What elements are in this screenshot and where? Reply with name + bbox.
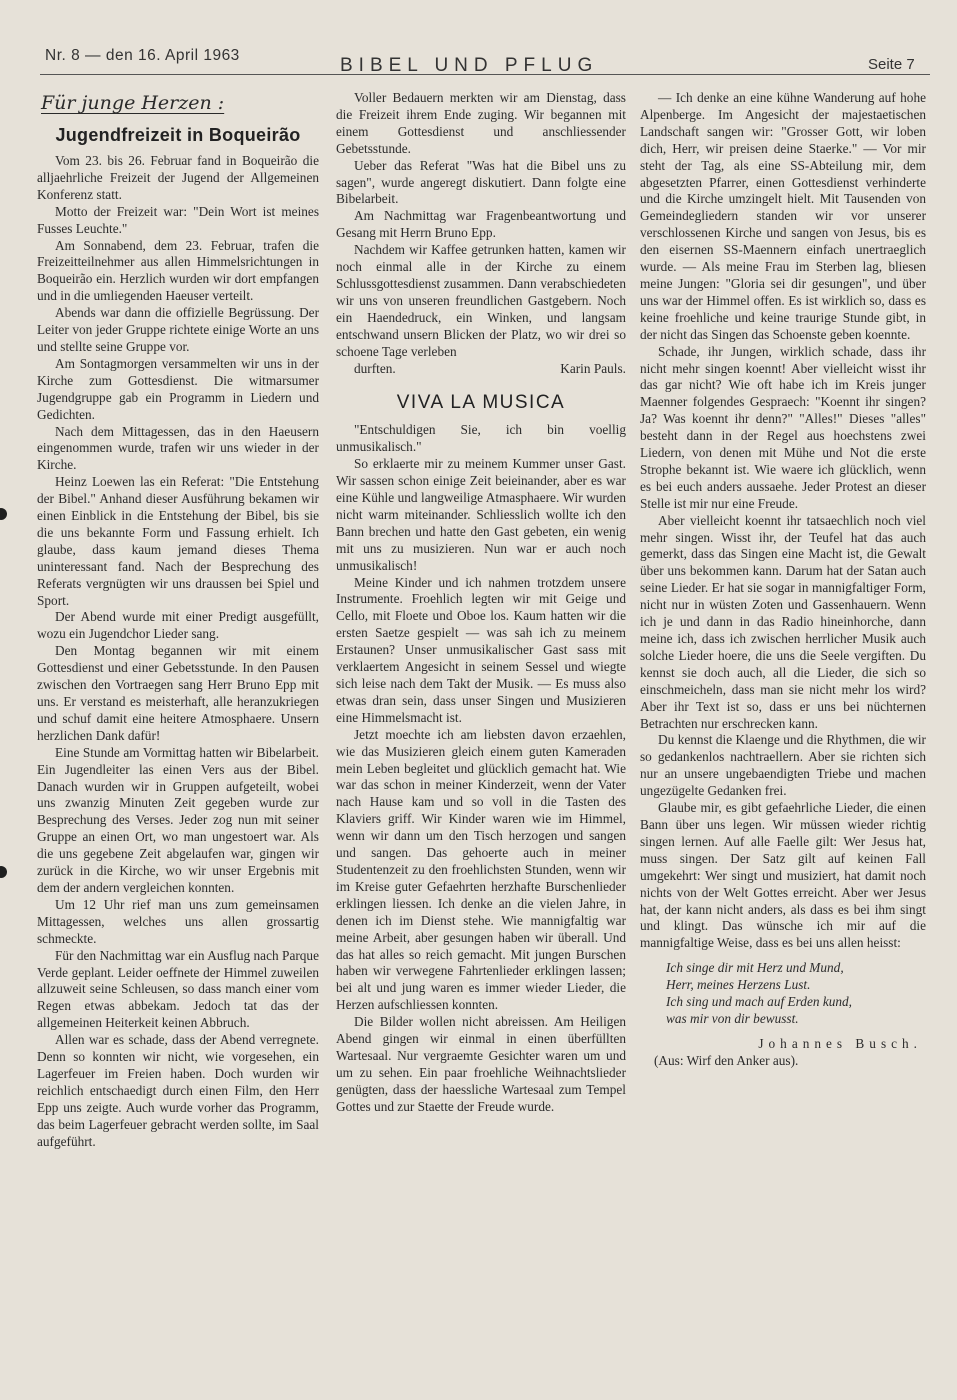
paragraph: So erklaerte mir zu meinem Kummer unser Gast. Wir sassen schon einige Zeit beieinander, aber es war eine Kühle und langweilige Atmasphaere. Wir wurden nicht warm miteinander. Schliesslich wollte ich den Bann brechen und hatte den Gast gebeten, ein wenig mit uns zu musizieren. Nun war er auch noch unmusikalisch!: [336, 456, 626, 573]
paragraph: Ueber das Referat "Was hat die Bibel uns zu sagen", wurde angeregt diskutiert. Dann folgte eine Bibelarbeit.: [336, 157, 626, 207]
paragraph: Meine Kinder und ich nahmen trotzdem unsere Instrumente. Froehlich legten wir mit Geige und Cello, mit Floete und Oboe los. Kaum hatten wir die ersten Saetze gespielt — was sah ich zu meinem Erstaunen? Unser unmusikalischer Gast sass mit verklaertem Angesicht in seinem Sessel und wiegte sich leise nach dem Takt der Musik. — Es muss also etwas dran sein, dass unser Singen und Musizieren eine Himmelsmacht ist.: [336, 574, 626, 725]
section-label: Für junge Herzen :: [41, 92, 225, 114]
paragraph: Motto der Freizeit war: "Dein Wort ist meines Fusses Leuchte.": [37, 203, 319, 236]
paragraph: Für den Nachmittag war ein Ausflug nach Parque Verde geplant. Leider oeffnete der Himmel zuweilen allzuweit seine Schleusen, so dass manch einer vom Regen etwas abbekam. Jedoch tat das der allgemeinen Heiterkeit keinen Abbruch.: [37, 947, 319, 1031]
paragraph: Aber vielleicht koennt ihr tatsaechlich noch viel mehr singen. Wisst ihr, der Teufel hat das auch gemerkt, dass das Singen eine Macht ist, die Gewalt über uns bekommen kann. Darum hat der Satan auch seine Lieder. Er hat sie sogar in mannigfaltiger Form, nicht nur in wüsten Zoten und Gassenhauern. Wenn ich je und dann in das Radio hineinhorche, dann meine ich, dass ich zwischen herrlicher Musik auch solche Lieder hoere, die uns die Seele vergiften. Du kennst sie doch auch, all die Lieder, die sich so einschmeicheln, dass man sie nicht mehr los wird? Aber ihr Text ist so, dass er uns bei nüchternen Betrachten nur erschrecken kann.: [640, 512, 926, 731]
paragraph: Abends war dann die offizielle Begrüssung. Der Leiter von jeder Gruppe richtete einige Worte an uns und stellte seine Gruppe vor.: [37, 305, 319, 354]
poem-line: was mir von dir bewusst.: [666, 1010, 799, 1026]
binding-hole: [0, 866, 7, 878]
paragraph: Am Sonnabend, dem 23. Februar, trafen die Freizeitteilnehmer aus allen Himmelsrichtungen in Boqueirão ein. Herzlich wurden wir dort empfangen und in die umliegenden Haeuser verteilt.: [37, 237, 319, 304]
paragraph: Allen war es schade, dass der Abend verregnete. Denn so konnten wir nicht, wie vorgesehen, ein Lagerfeuer im Freien haben. Doch wurden wir reichlich entschaedigt durch einen Film, den Herr Epp uns zeigte. Auch wurde vorher das Programm, das beim Lagerfeuer gebracht werden sollte, im Saal aufgeführt.: [37, 1032, 319, 1149]
paragraph: Voller Bedauern merkten wir am Dienstag, dass die Freizeit ihrem Ende zuging. Wir begannen mit einem Gottesdienst und anschliessender Gebetsstunde.: [336, 90, 626, 156]
paragraph: Die Bilder wollen nicht abreissen. Am Heiligen Abend gingen wir einmal in einen überfüllten Wartesaal. Nur vergraemte Gesichter waren um und um zu sehen. Ein paar froehliche Weihnachtslieder genügten, dass der haessliche Wartesaal zum Tempel Gottes und zur Staette der Freude wurde.: [336, 1014, 626, 1114]
issue-date: Nr. 8 — den 16. April 1963: [45, 47, 240, 64]
paragraph: Den Montag begannen wir mit einem Gottesdienst und einer Gebetsstunde. In den Pausen zwischen den Vortraegen sang Herr Bruno Epp mit uns. Er verstand es meisterhaft, alle heranzukriegen und schuf damit eine heitere Atmosphaere. Unsern herzlichen Dank dafür!: [37, 643, 319, 743]
column-3: [640, 90, 926, 1070]
closing-text: durften.: [354, 360, 396, 376]
paragraph: Jetzt moechte ich am liebsten davon erzaehlen, wie das Musizieren gleich einem guten Kameraden mein Leben begleitet und glücklich gemacht hat. Wie war das schon in meiner Kinderzeit, wenn der Vater nach Hause kam und so voll in die Tasten des Klaviers griff. Wir Kinder waren wie im Himmel, wenn wir dann um den Tisch herzogen und sangen und sangen. Das gehoerte auch in meiner Studentenzeit zu den froehlichsten Stunden, wenn wir im Kreise guter Gefaehrten herzhafte Burschenlieder erklingen liessen. Ich denke an die vielen Jahre, in denen ich im Dienst stehe. Wie mannigfaltig war meine Arbeit, aber gesungen haben wir überall. Und das hat alles so reich gemacht. Mit jungen Burschen haben wir verwegene Fahrtenlieder erklingen lassen; bei alt und jung waren es immer wieder Lieder, die Herzen aufschliessen konnten.: [336, 726, 626, 1013]
paragraph: Eine Stunde am Vormittag hatten wir Bibelarbeit. Ein Jugendleiter las einen Vers aus der Bibel. Danach wurden wir in Gruppen aufgeteilt, wobei uns zwanzig Minuten Zeit gegeben wurde zur Besprechung des Verses. Jeder zog nun mit seiner Gruppe an einen Ort, wo man ungestoert war. Als die uns gegebene Zeit abgelaufen war, gingen wir zurück in die Kirche, wo wir unser Ergebnis mit dem der andern vergleichen konnten.: [37, 744, 319, 895]
article-title: VIVA LA MUSICA: [396, 392, 566, 414]
column-1: [37, 90, 319, 1150]
article-title: Jugendfreizeit in Boqueirão: [55, 125, 301, 145]
paragraph: Um 12 Uhr rief man uns zum gemeinsamen Mittagessen, welches uns allen grossartig schmeckte.: [37, 896, 319, 946]
article-author: Johannes Busch.: [758, 1035, 922, 1051]
column-2: [336, 90, 626, 1116]
paragraph: Am Nachmittag war Fragenbeantwortung und Gesang mit Herrn Bruno Epp.: [336, 208, 626, 241]
poem: [666, 960, 926, 1028]
paragraph: Du kennst die Klaenge und die Rhythmen, die wir so gedankenlos nachtraellern. Aber sie richten sich nur an unsere ungebaendigten Triebe und machen ungezügelte Gedanken frei.: [640, 732, 926, 799]
poem-line: Herr, meines Herzens Lust.: [666, 977, 811, 993]
paragraph: Der Abend wurde mit einer Predigt ausgefüllt, wozu ein Jugendchor Lieder sang.: [37, 609, 319, 642]
paragraph: Glaube mir, es gibt gefaehrliche Lieder, die einen Bann über uns legen. Wir müssen wieder richtig singen lernen. Auf alle Faelle gilt: Wer Jesus hat, muss singen. Der Satz gilt auf keinen Fall umgekehrt: Wer singt und musiziert, hat damit noch nichts von der Welt Gottes erreicht. Aber wer Jesus hat, der kann nicht anders, als dass es bei ihm singt und klingt. Das wünsche ich mir auf die mannigfaltige Weise, dass es bei uns allen heisst:: [640, 800, 926, 951]
paragraph: Nachdem wir Kaffee getrunken hatten, kamen wir noch einmal alle in der Kirche zu einem Schlussgottesdienst zusammen. Dann verabschiedeten wir uns von unseren freundlichen Gastgebern. Noch ein Haendedruck, ein Winken, und langsam entschwand unsern Blicken der Platz, wo wir drei so schoene Tage verleben: [336, 242, 626, 359]
header-rule: [40, 74, 930, 75]
paragraph: Vom 23. bis 26. Februar fand in Boqueirão die alljaehrliche Freizeit der Jugend der Allgemeinen Konferenz statt.: [37, 153, 319, 202]
page-number: Seite 7: [868, 56, 915, 73]
publication-title: BIBEL UND PFLUG: [340, 55, 599, 76]
paragraph: Schade, ihr Jungen, wirklich schade, dass ihr nicht mehr singen koennt! Aber vielleicht wisst ihr das gar nicht? Wie oft habe ich im Kreis junger Maenner folgendes Gespraech: "Koennt ihr singen? Ja? Was koennt ihr denn?" "Alles!" Dieses "alles" besteht dann in der Regel aus hoechstens zwei Liedern, von denen mit Mühe und Not die erste Strophe bekannt ist. Wie waere ich glücklich, wenn es bei euch anders aussaehe. Jeder Protest an dieser Stelle ist mir nur eine Freude.: [640, 343, 926, 511]
paragraph: Nach dem Mittagessen, das in den Haeusern eingenommen wurde, trafen wir uns wieder in der Kirche.: [37, 423, 319, 473]
article-signature: Karin Pauls.: [560, 360, 626, 376]
paragraph: "Entschuldigen Sie, ich bin voellig unmusikalisch.": [336, 422, 626, 455]
poem-line: Ich singe dir mit Herz und Mund,: [666, 960, 844, 976]
paragraph: — Ich denke an eine kühne Wanderung auf hohe Alpenberge. Im Angesicht der majestaetischen Landschaft sangen wir: "Grosser Gott, wir loben dich, Herr, wir preisen deine Staerke." — Vor mir steht der Tag, als eine SS-Abteilung mir, dem abgesetzten Pfarrer, einen Gottesdienst verhinderte und die Kirche umzingelt hielt. Mit Tausenden von Gemeindegliedern standen wir vor unserer verschlossenen Kirche und sangen von Jesus, bis es den eisernen SS-Maennern einfach unertraeglich wurde. — Als meine Frau im Sterben lag, bliesen meine Jungen: "Gloria sei dir gesungen", und über uns war der Himmel offen. Es ist wirklich so, dass es keine froehliche und keine traurige Stunde gibt, in der nicht das Singen das Schoenste geben koennte.: [640, 90, 926, 342]
poem-line: Ich sing und mach auf Erden kund,: [666, 994, 853, 1010]
paragraph: Heinz Loewen las ein Referat: "Die Entstehung der Bibel." Anhand dieser Ausführung bekamen wir einen Einblick in die Entstehung der Bibel, bis sie die uns bekannte Form und Fassung erhielt. Ich glaube, dass kaum jemand dieses Thema uninteressant fand. Nach der Besprechung des Referats vergnügten wir uns draussen bei Spiel und Sport.: [37, 474, 319, 608]
article-source: (Aus: Wirf den Anker aus).: [654, 1052, 799, 1068]
paragraph: Am Sontagmorgen versammelten wir uns in der Kirche zum Gottesdienst. Die witmarsumer Jugendgruppe gab ein Programm in Liedern und Gedichten.: [37, 355, 319, 422]
binding-hole: [0, 508, 7, 520]
closing-line: [336, 361, 626, 378]
